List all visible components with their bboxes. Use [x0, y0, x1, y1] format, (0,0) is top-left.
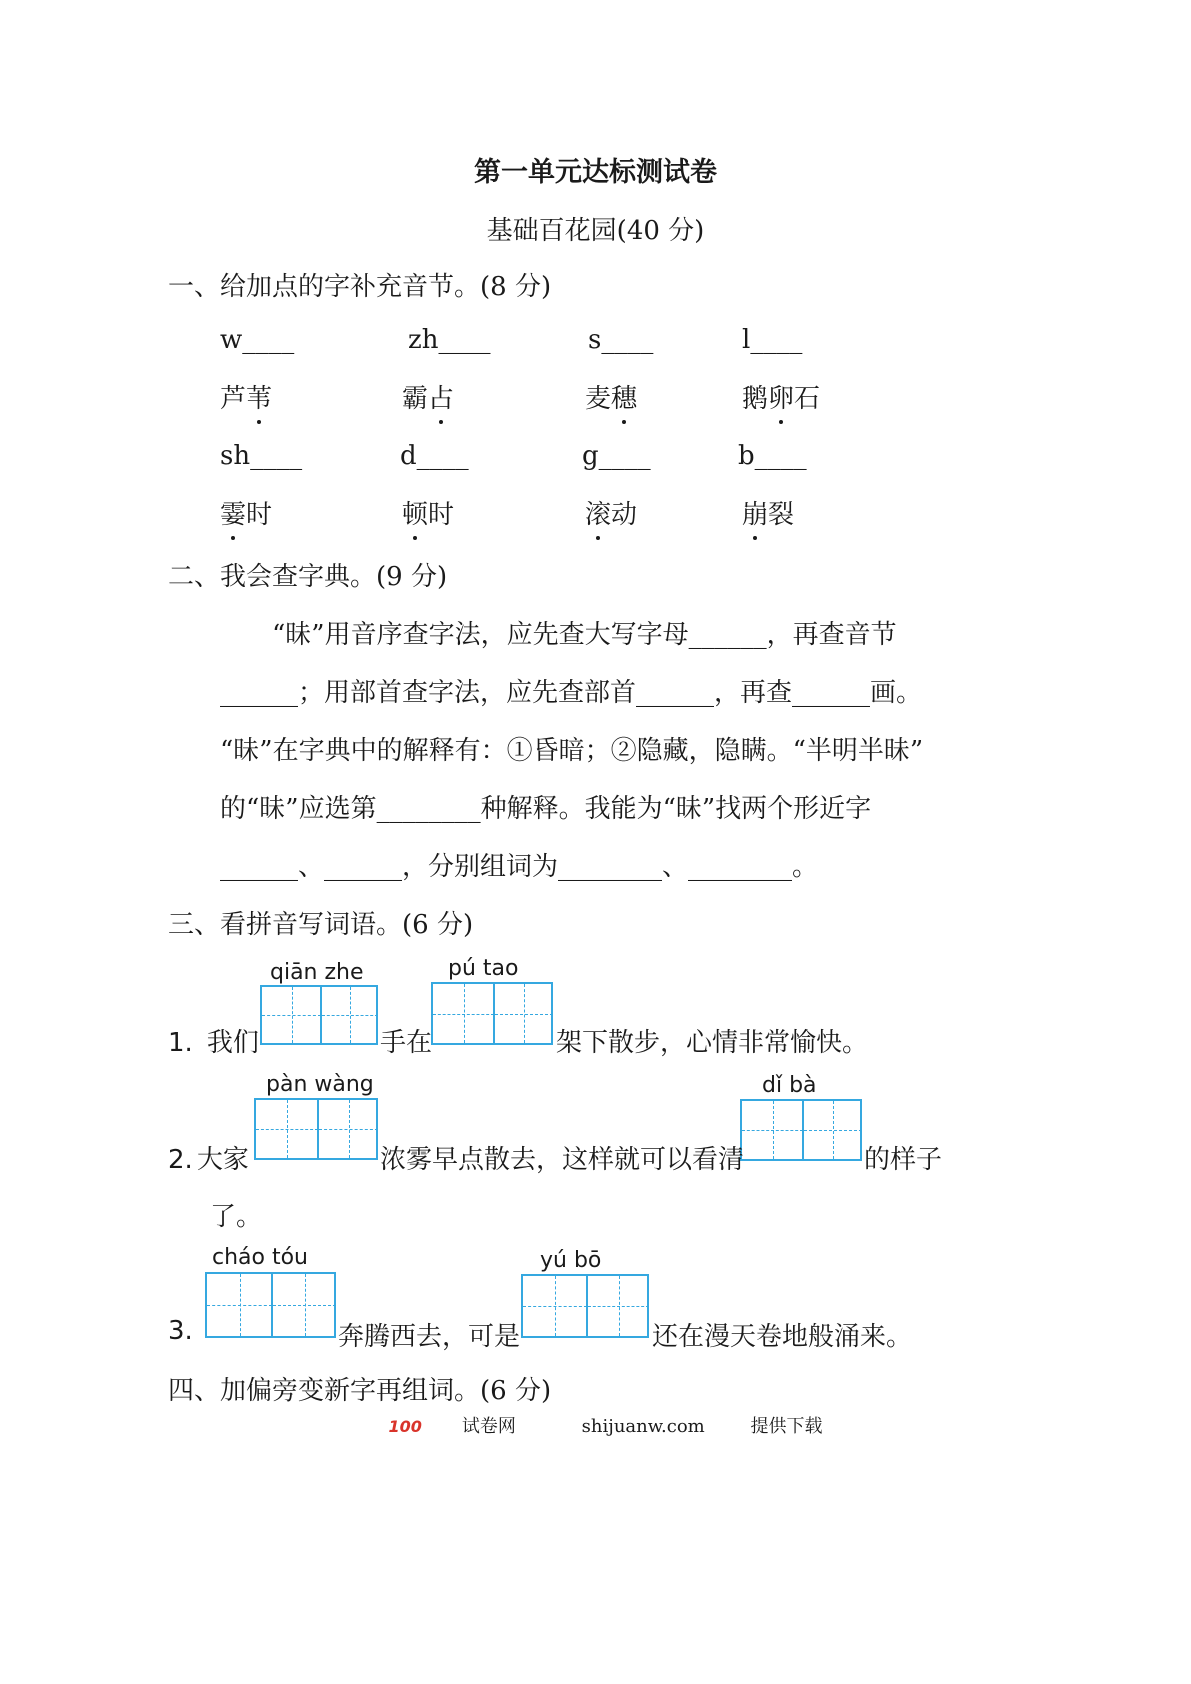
writing-grid[interactable]	[260, 985, 378, 1045]
footer-brand: 100 试卷网	[388, 1416, 516, 1437]
writing-grid[interactable]	[521, 1274, 649, 1338]
footer	[0, 1412, 1191, 1438]
writing-grid[interactable]	[431, 982, 553, 1045]
sentence-text: 的样子	[864, 1145, 943, 1175]
pinyin-blank: s____	[588, 325, 654, 355]
question-1-heading: 一、给加点的字补充音节。(8 分)	[168, 272, 552, 302]
footer-note: 提供下载	[750, 1416, 823, 1437]
paragraph-line: ______、______，分别组词为________、________。	[220, 852, 819, 882]
grid-pinyin: dǐ bà	[762, 1073, 817, 1098]
section-subtitle: 基础百花园(40 分)	[486, 216, 705, 246]
sentence-text: 奔腾西去，可是	[338, 1322, 521, 1352]
paragraph-line: 的“昧”应选第________种解释。我能为“昧”找两个形近字	[220, 794, 872, 824]
paragraph-line: “昧”用音序查字法，应先查大写字母______，再查音节	[272, 620, 897, 650]
pinyin-blank: sh____	[220, 441, 303, 471]
word: 滚动	[585, 494, 637, 531]
pinyin-blank: l____	[742, 325, 803, 355]
paragraph-line: “昧”在字典中的解释有：①昏暗；②隐藏，隐瞒。“半明半昧”	[220, 736, 924, 766]
sentence-2: 2. 大家	[168, 1145, 249, 1175]
pinyin-blank: b____	[738, 441, 807, 471]
pinyin-blank: d____	[400, 441, 469, 471]
grid-pinyin: qiān zhe	[270, 960, 364, 985]
word: 顿时	[402, 494, 454, 531]
word: 麦穗	[585, 378, 637, 415]
sentence-text: 浓雾早点散去，这样就可以看清	[380, 1145, 745, 1175]
sentence-1: 1. 我们	[168, 1028, 259, 1058]
pinyin-blank: w____	[220, 325, 295, 355]
writing-grid[interactable]	[254, 1098, 378, 1160]
paragraph-line: ______；用部首查字法，应先查部首______，再查______画。	[220, 678, 923, 708]
grid-pinyin: pàn wàng	[266, 1072, 374, 1097]
writing-grid[interactable]	[740, 1099, 862, 1161]
question-3-heading: 三、看拼音写词语。(6 分)	[168, 910, 474, 940]
grid-pinyin: pú tao	[448, 956, 519, 981]
grid-pinyin: cháo tóu	[212, 1245, 309, 1270]
grid-pinyin: yú bō	[540, 1248, 602, 1273]
pinyin-blank: zh____	[408, 325, 491, 355]
sentence-text: 还在漫天卷地般涌来。	[652, 1322, 913, 1352]
word: 鹅卵石	[742, 378, 820, 415]
word: 芦苇	[220, 378, 272, 415]
word: 霸占	[402, 378, 454, 415]
word: 崩裂	[742, 494, 794, 531]
question-4-heading: 四、加偏旁变新字再组词。(6 分)	[168, 1376, 552, 1406]
word: 霎时	[220, 494, 272, 531]
question-2-heading: 二、我会查字典。(9 分)	[168, 562, 448, 592]
writing-grid[interactable]	[205, 1272, 336, 1338]
page-title: 第一单元达标测试卷	[474, 157, 717, 188]
sentence-3-number: 3.	[168, 1316, 193, 1346]
footer-url[interactable]: shijuanw.com	[581, 1416, 705, 1437]
pinyin-blank: g____	[582, 441, 651, 471]
sentence-text: 了。	[210, 1202, 263, 1232]
sentence-text: 架下散步，心情非常愉快。	[556, 1028, 869, 1058]
sentence-text: 手在	[380, 1028, 433, 1058]
site-logo: 100	[388, 1417, 422, 1436]
